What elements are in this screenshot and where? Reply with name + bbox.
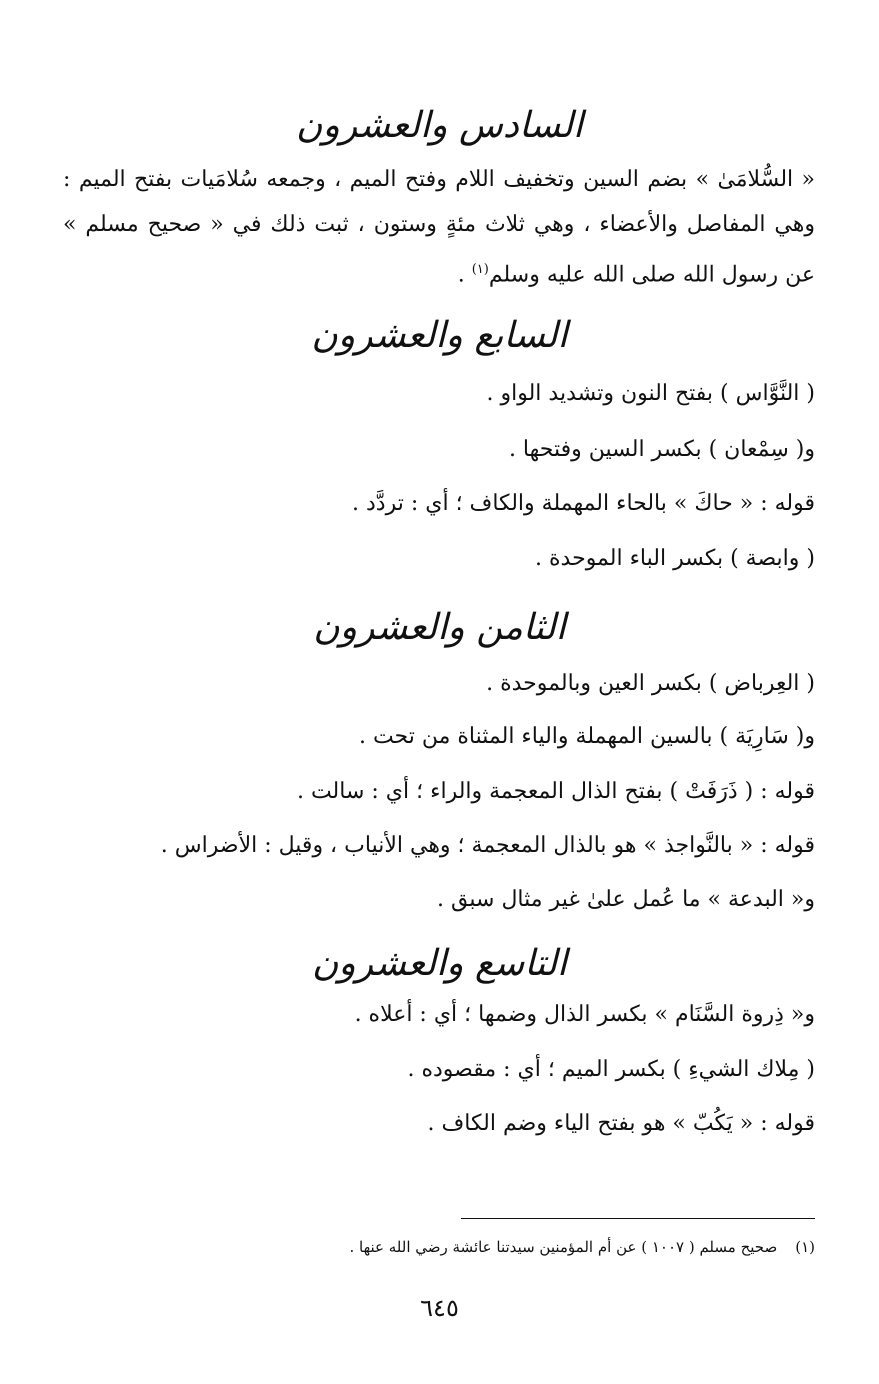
entry-line: ( العِرباض ) بكسر العين وبالموحدة . — [486, 671, 815, 696]
paragraph-end: . — [457, 262, 472, 288]
section-heading-27: السابع والعشرون — [311, 315, 568, 356]
paragraph-text: « السُّلامَىٰ » بضم السين وتخفيف اللام وفتح الميم ، وجمعه سُلامَيات بفتح الميم : وهي المفاصل والأعضاء ، وهي ثلاث مئةٍ وستون ، ثبت ذلك في « صحيح مسلم » عن رسول الله صلى الله عليه وسلم — [63, 167, 815, 288]
entry-line: ( وابصة ) بكسر الباء الموحدة . — [535, 546, 815, 571]
entry-line: و« ذِروة السَّنَام » بكسر الذال وضمها ؛ أي : أعلاه . — [354, 1002, 815, 1027]
entry-line: و( سَارِيَة ) بالسين المهملة والياء المثناة من تحت . — [358, 724, 815, 749]
footnote-text: صحيح مسلم ( ١٠٠٧ ) عن أم المؤمنين سيدتنا عائشة رضي الله عنها . — [349, 1238, 778, 1256]
footnote — [60, 1238, 815, 1258]
entry-line: قوله : « يَكُبّ » هو بفتح الياء وضم الكاف . — [427, 1111, 815, 1136]
entry-line: ( مِلاك الشيءِ ) بكسر الميم ؛ أي : مقصوده . — [407, 1057, 815, 1082]
page-number: ٦٤٥ — [420, 1294, 459, 1322]
section-heading-26: السادس والعشرون — [296, 105, 583, 146]
section-paragraph-26 — [63, 157, 815, 297]
footnote-number: (١) — [795, 1238, 815, 1256]
entry-line: و« البدعة » ما عُمل علىٰ غير مثال سبق . — [437, 887, 815, 912]
entry-line: قوله : « حاكَ » بالحاء المهملة والكاف ؛ أي : تردَّد . — [352, 491, 815, 516]
entry-line: ( النَّوَّاس ) بفتح النون وتشديد الواو . — [486, 381, 815, 406]
section-heading-28: الثامن والعشرون — [313, 607, 566, 648]
section-heading-29: التاسع والعشرون — [311, 943, 568, 984]
entry-line: قوله : « بالنَّواجذ » هو بالذال المعجمة ؛ وهي الأنياب ، وقيل : الأضراس . — [160, 833, 815, 858]
footnote-rule — [461, 1218, 815, 1219]
entry-line: و( سِمْعان ) بكسر السين وفتحها . — [508, 437, 815, 462]
footnote-reference[interactable]: (١) — [471, 262, 489, 277]
entry-line: قوله : ( ذَرَفَتْ ) بفتح الذال المعجمة والراء ؛ أي : سالت . — [296, 779, 815, 804]
